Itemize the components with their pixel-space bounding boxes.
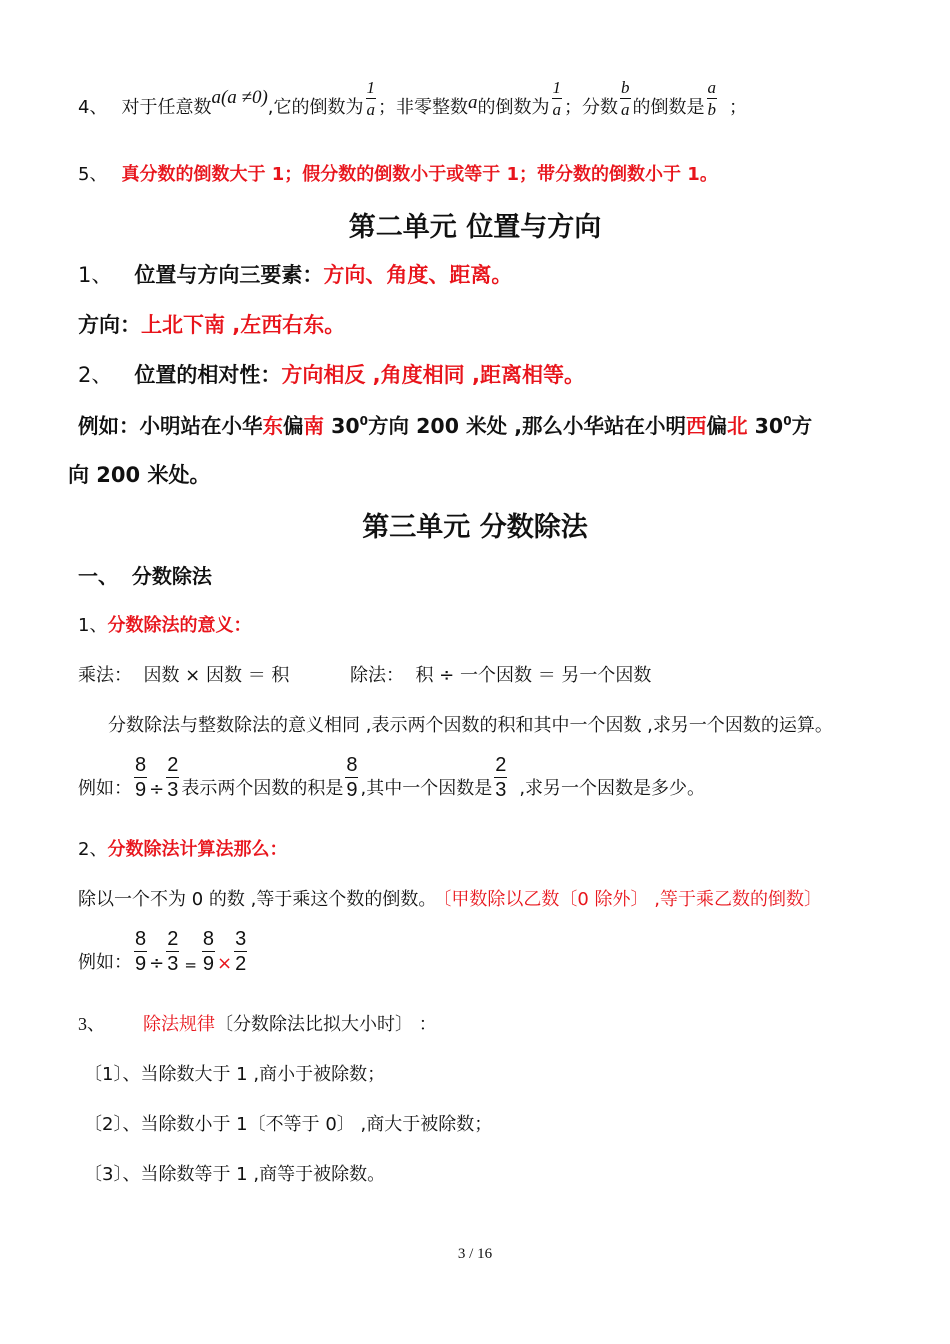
fraction-b-over-a: $\frac{b}{a}$ xyxy=(621,77,630,119)
fraction-a-over-b: $\frac{a}{b}$ xyxy=(707,77,717,119)
unit-2-example-line-1: 例如：小明站在小华东偏南 $30^0$方向 200 米处 ,那么小华站在小明西偏北 $30^0$方 xyxy=(78,414,813,438)
rule-2: 〔2〕、当除数小于 1〔不等于 0〕 ,商大于被除数； xyxy=(84,1114,493,1135)
unit-3-title: 第三单元 分数除法 xyxy=(362,512,588,543)
fraction-2-3: $\frac{2}{3}$ xyxy=(167,928,179,975)
example-2: 例如： $\frac{8}{9}$ ÷ $\frac{2}{3}$ = $\frac{8}{9}$ × $\frac{3}{2}$ xyxy=(78,928,247,975)
subsection-1: 1、分数除法的意义： xyxy=(78,615,252,636)
item-4-number: 4、 xyxy=(78,97,108,118)
unit-2-direction: 方向：上北下南 ,左西右东。 xyxy=(78,313,346,337)
rule-3: 〔3〕、当除数等于 1 ,商等于被除数。 xyxy=(84,1164,386,1185)
fraction-8-9: $\frac{8}{9}$ xyxy=(202,928,215,975)
fraction-3-2: $\frac{3}{2}$ xyxy=(235,928,247,975)
unit-2-point-1: 1、 位置与方向三要素：方向、角度、距离。 xyxy=(78,263,513,287)
multiplication-formula: 乘法： 因数 × 因数 ＝ 积 xyxy=(78,665,290,686)
math-expression: a(a ≠0) xyxy=(211,87,268,108)
unit-2-title: 第二单元 位置与方向 xyxy=(348,212,602,243)
fraction-8-9: $\frac{8}{9}$ xyxy=(135,928,147,975)
fraction-1-over-a: $\frac{1}{a}$ xyxy=(366,77,376,119)
meaning-text: 分数除法与整数除法的意义相同 ,表示两个因数的积和其中一个因数 ,求另一个因数的运算。 xyxy=(108,715,833,736)
example-1: 例如： $\frac{8}{9}$ ÷ $\frac{2}{3}$ 表示两个因数的积是 $\frac{8}{9}$ ,其中一个因数是 $\frac{2}{3}$ ,求另一个因数是多少。 xyxy=(78,754,706,801)
item-5: 5、 真分数的倒数大于 1；假分数的倒数小于或等于 1；带分数的倒数小于 1。 xyxy=(78,164,718,185)
unit-2-point-2: 2、 位置的相对性：方向相反 ,角度相同 ,距离相等。 xyxy=(78,363,585,387)
rule-1: 〔1〕、当除数大于 1 ,商小于被除数； xyxy=(84,1064,386,1085)
division-formula: 除法： 积 ÷ 一个因数 ＝ 另一个因数 xyxy=(350,665,652,686)
item-4: 4、 对于任意数 a(a ≠0) ,它的倒数为 $\frac{1}{a}$ ；非零整数 a 的倒数为 $\frac{1}{a}$ ；分数 $\frac{b}{a}$ 的倒数是 $\frac{a}{b}$ ； xyxy=(78,77,748,119)
division-rule: 除以一个不为 0 的数 ,等于乘这个数的倒数。 〔甲数除以乙数〔0 除外〕 ,等于乘乙数的倒数〕 xyxy=(78,889,822,910)
section-heading: 一、 分数除法 xyxy=(78,564,212,588)
subsection-2: 2、分数除法计算法那么： xyxy=(78,839,288,860)
fraction-2-3: $\frac{2}{3}$ xyxy=(495,754,507,801)
subsection-3: 3、 除法规律〔分数除法比拟大小时〕 ： xyxy=(78,1014,437,1035)
fraction-8-9: $\frac{8}{9}$ xyxy=(135,754,147,801)
page-number: 3 / 16 xyxy=(457,1246,493,1262)
unit-2-example-line-2: 向 200 米处。 xyxy=(68,463,211,487)
fraction-2-3: $\frac{2}{3}$ xyxy=(167,754,179,801)
fraction-1-over-a: $\frac{1}{a}$ xyxy=(552,77,562,119)
fraction-8-9: $\frac{8}{9}$ xyxy=(346,754,358,801)
